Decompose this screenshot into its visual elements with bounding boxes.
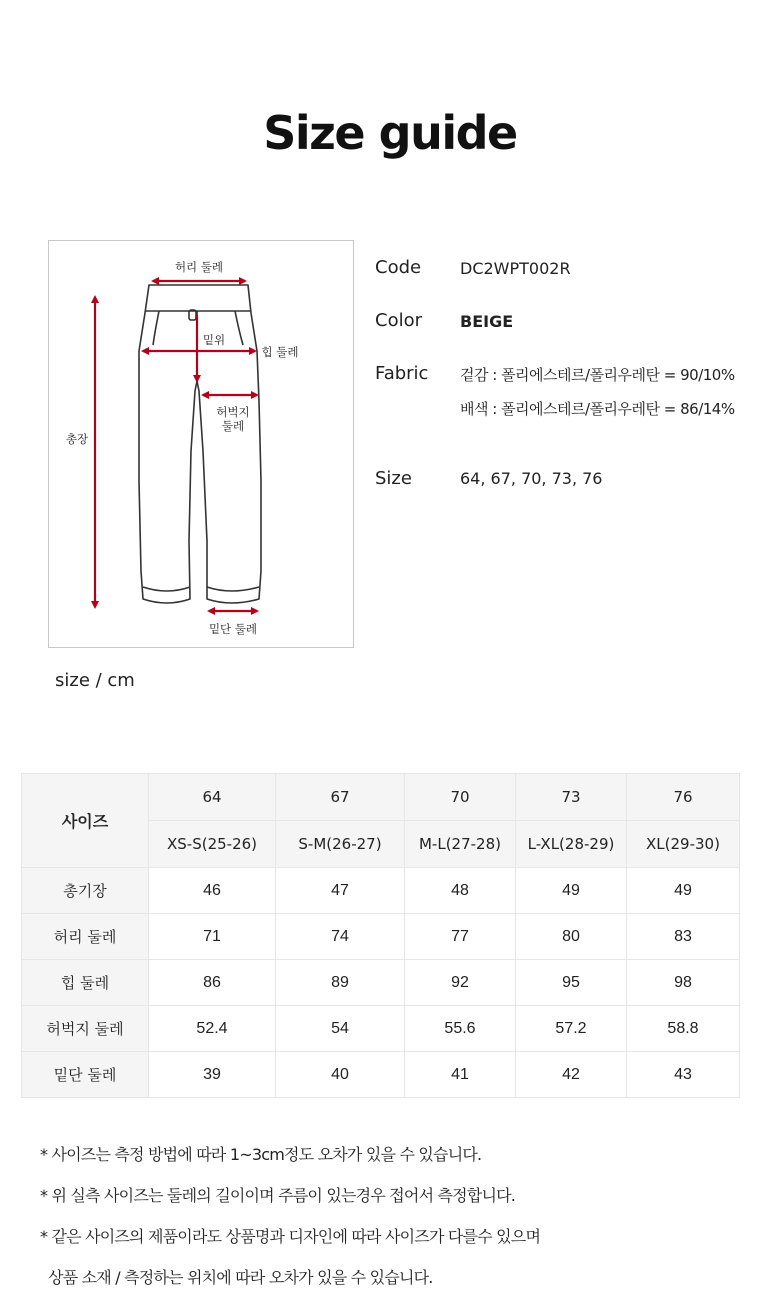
- table-cell: 43: [627, 1052, 740, 1098]
- table-cell: 86: [149, 960, 276, 1006]
- pants-outline: [139, 285, 261, 603]
- size-name-cell: M-L(27-28): [405, 821, 516, 868]
- thigh-label-2: 둘레: [221, 419, 245, 433]
- size-name-cell: XL(29-30): [627, 821, 740, 868]
- table-cell: 80: [516, 914, 627, 960]
- table-cell: 40: [276, 1052, 405, 1098]
- size-unit-label: size / cm: [55, 670, 135, 691]
- hem-label: 밑단 둘레: [208, 622, 258, 636]
- size-name-cell: L-XL(28-29): [516, 821, 627, 868]
- row-label: 허벅지 둘레: [22, 1006, 149, 1052]
- size-name-cell: S-M(26-27): [276, 821, 405, 868]
- notes: [40, 1140, 760, 1304]
- rise-label: 밑위: [202, 333, 226, 347]
- hip-label: 힙 둘레: [261, 345, 299, 359]
- table-cell: 57.2: [516, 1006, 627, 1052]
- note-line: 상품 소재 / 측정하는 위치에 따라 오차가 있을 수 있습니다.: [48, 1268, 433, 1287]
- code-label: Code: [375, 257, 422, 278]
- table-cell: 77: [405, 914, 516, 960]
- note-line: * 사이즈는 측정 방법에 따라 1~3cm정도 오차가 있을 수 있습니다.: [40, 1145, 482, 1164]
- row-label: 밑단 둘레: [22, 1052, 149, 1098]
- table-cell: 52.4: [149, 1006, 276, 1052]
- pants-diagram: [48, 240, 354, 648]
- size-cell: 76: [627, 774, 740, 821]
- table-cell: 49: [627, 868, 740, 914]
- pants-illustration: [49, 241, 355, 649]
- table-header-row: [22, 774, 740, 821]
- table-cell: 95: [516, 960, 627, 1006]
- length-label: 총장: [65, 432, 89, 446]
- table-cell: 54: [276, 1006, 405, 1052]
- note-line: * 같은 사이즈의 제품이라도 상품명과 디자인에 따라 사이즈가 다를수 있으며: [40, 1227, 541, 1246]
- table-cell: 89: [276, 960, 405, 1006]
- code-value: DC2WPT002R: [460, 259, 571, 278]
- table-cell: 46: [149, 868, 276, 914]
- size-cell: 64: [149, 774, 276, 821]
- row-label: 총기장: [22, 868, 149, 914]
- table-cell: 55.6: [405, 1006, 516, 1052]
- row-label: 힙 둘레: [22, 960, 149, 1006]
- table-corner: 사이즈: [22, 774, 149, 868]
- table-cell: 47: [276, 868, 405, 914]
- fabric-label: Fabric: [375, 363, 429, 384]
- table-row: [22, 1052, 740, 1098]
- page-title: Size guide: [263, 106, 517, 160]
- waist-label: 허리 둘레: [174, 260, 224, 274]
- size-name-cell: XS-S(25-26): [149, 821, 276, 868]
- table-cell: 83: [627, 914, 740, 960]
- thigh-label-1: 허벅지: [216, 405, 250, 419]
- table-cell: 71: [149, 914, 276, 960]
- table-cell: 42: [516, 1052, 627, 1098]
- table-cell: 49: [516, 868, 627, 914]
- table-cell: 39: [149, 1052, 276, 1098]
- table-row: [22, 914, 740, 960]
- size-cell: 70: [405, 774, 516, 821]
- note-line: * 위 실측 사이즈는 둘레의 길이이며 주름이 있는경우 접어서 측정합니다.: [40, 1186, 516, 1205]
- size-table: [21, 773, 740, 1098]
- fabric-line-1: 겉감 : 폴리에스테르/폴리우레탄 = 90/10%: [460, 366, 735, 384]
- table-cell: 98: [627, 960, 740, 1006]
- size-value: 64, 67, 70, 73, 76: [460, 469, 603, 488]
- fabric-line-2: 배색 : 폴리에스테르/폴리우레탄 = 86/14%: [460, 400, 735, 418]
- table-cell: 92: [405, 960, 516, 1006]
- color-value: BEIGE: [460, 312, 514, 331]
- table-row: [22, 1006, 740, 1052]
- table-row: [22, 868, 740, 914]
- table-cell: 58.8: [627, 1006, 740, 1052]
- row-label: 허리 둘레: [22, 914, 149, 960]
- size-label: Size: [375, 468, 412, 489]
- size-cell: 67: [276, 774, 405, 821]
- table-cell: 74: [276, 914, 405, 960]
- color-label: Color: [375, 310, 422, 331]
- table-cell: 41: [405, 1052, 516, 1098]
- size-cell: 73: [516, 774, 627, 821]
- table-cell: 48: [405, 868, 516, 914]
- table-row: [22, 960, 740, 1006]
